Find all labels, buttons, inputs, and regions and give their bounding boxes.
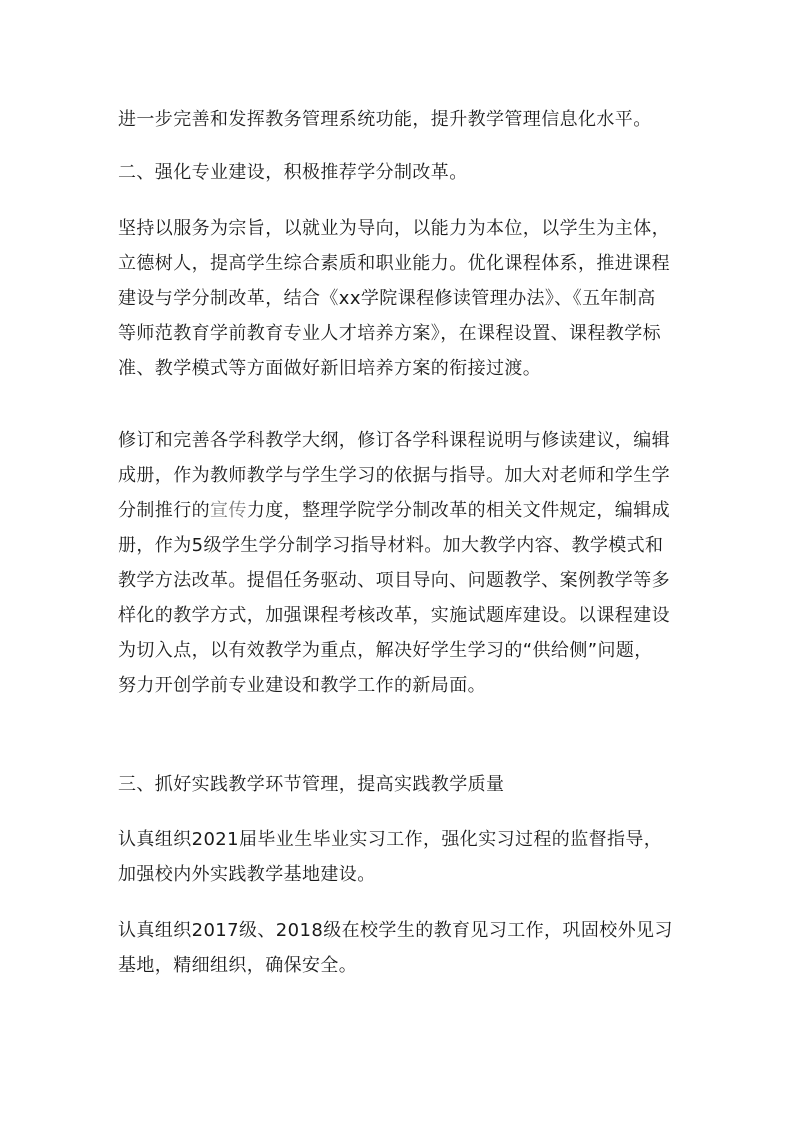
text-line: 三、抓好实践教学环节管理，提高实践教学质量 [118, 774, 505, 795]
section-heading-3 [118, 767, 683, 802]
text-line: 立德树人，提高学生综合素质和职业能力。优化课程体系，推进课程 [118, 253, 670, 274]
text-line: 册，作为5级学生学分制学习指导材料。加大教学内容、教学模式和 [118, 535, 664, 556]
text-line: 教学方法改革。提倡任务驱动、项目导向、问题教学、案例教学等多 [118, 570, 670, 591]
text-line: 二、强化专业建设，积极推荐学分制改革。 [118, 162, 468, 183]
text-line: 认真组织2021届毕业生毕业实习工作，强化实习过程的监督指导， [118, 829, 663, 850]
paragraph-specialty [118, 211, 683, 386]
paragraph-intro [118, 102, 683, 137]
text-line: 准、教学模式等方面做好新旧培养方案的衔接过渡。 [118, 358, 542, 379]
paragraph-syllabus [118, 423, 683, 703]
highlighted-word: 宣传 [210, 500, 247, 521]
text-line: 建设与学分制改革，结合《xx学院课程修读管理办法》、《五年制高 [118, 288, 656, 309]
text-line: 坚持以服务为宗旨，以就业为导向，以能力为本位，以学生为主体， [118, 218, 670, 239]
text-fragment: 分制推行的 [118, 500, 210, 521]
text-line: 努力开创学前专业建设和教学工作的新局面。 [118, 675, 486, 696]
text-line: 基地，精细组织，确保安全。 [118, 955, 358, 976]
text-fragment: 力度，整理学院学分制改革的相关文件规定，编辑成 [246, 500, 671, 521]
text-line: 进一步完善和发挥教务管理系统功能，提升教学管理信息化水平。 [118, 109, 652, 130]
paragraph-observation [118, 913, 683, 983]
text-line: 加强校内外实践教学基地建设。 [118, 864, 376, 885]
text-line: 为切入点，以有效教学为重点，解决好学生学习的“供给侧”问题， [118, 640, 653, 661]
text-line: 等师范教育学前教育专业人才培养方案》，在课程设置、课程教学标 [118, 323, 661, 344]
text-line: 成册，作为教师教学与学生学习的依据与指导。加大对老师和学生学 [118, 465, 670, 486]
text-line: 认真组织2017级、2018级在校学生的教育见习工作，巩固校外见习 [118, 920, 673, 941]
text-line: 修订和完善各学科教学大纲，修订各学科课程说明与修读建议，编辑 [118, 430, 670, 451]
section-heading-2 [118, 155, 683, 190]
paragraph-internship [118, 822, 683, 892]
text-line: 样化的教学方式，加强课程考核改革，实施试题库建设。以课程建设 [118, 605, 670, 626]
text-line [118, 493, 683, 528]
